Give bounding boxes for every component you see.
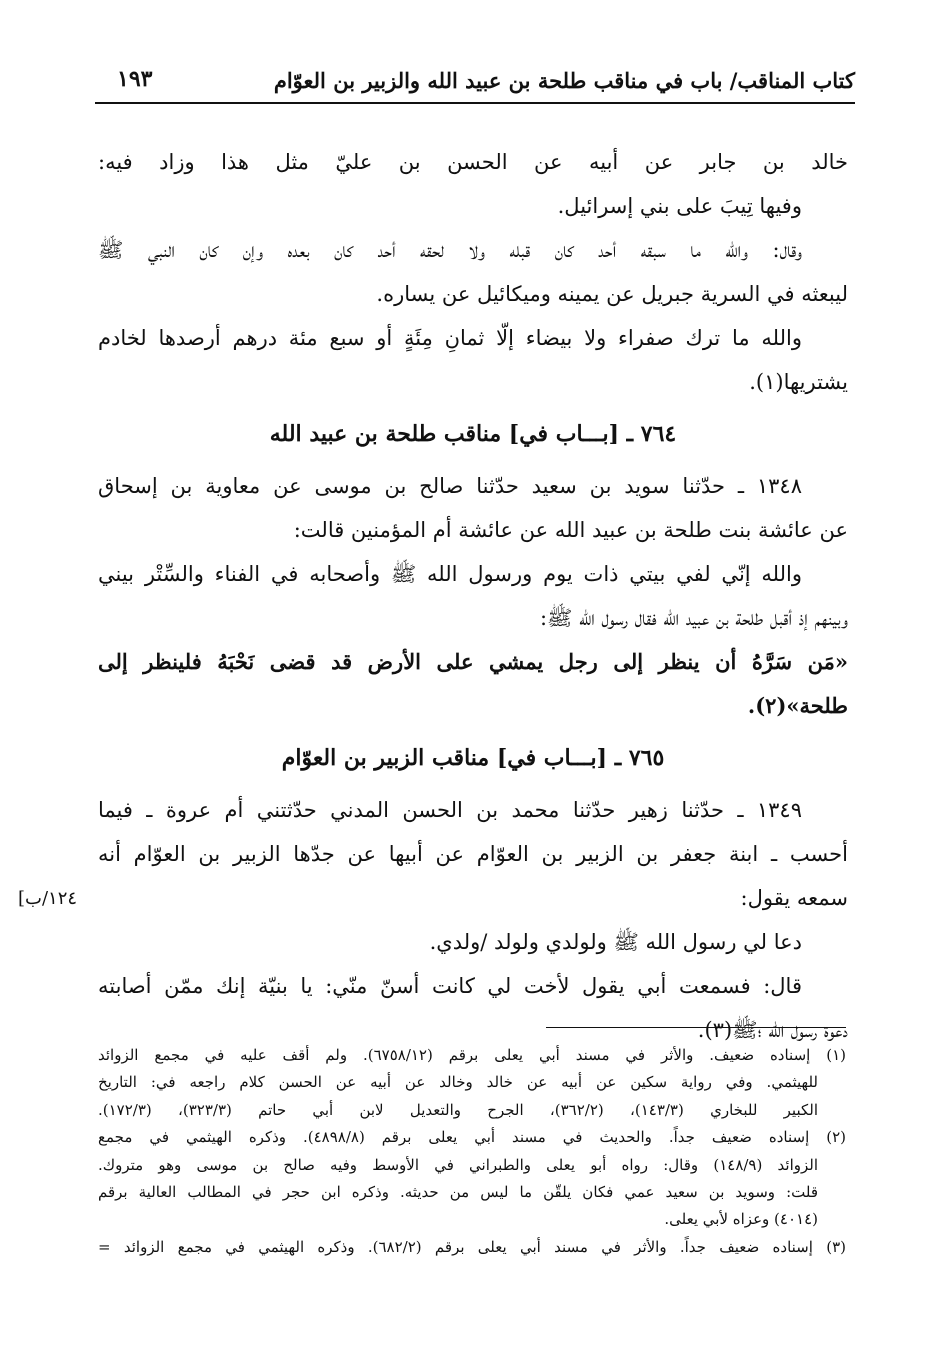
footnote-line: (٣) إسناده ضعيف جداً. والأثر في مسند أبي يعلى برقم (٦٨٢/٢). وذكره الهيثمي في مجمع الزوائد =	[98, 1237, 846, 1256]
footnotes	[98, 1042, 846, 1261]
text-line: سمعه يقول:	[740, 886, 848, 910]
footnote-line: (٤٠١٤) وعزاه لأبي يعلى.	[664, 1210, 818, 1229]
hadith-1348-line: ١٣٤٨ ـ حدّثنا سويد بن سعيد حدّثنا صالح بن موسى عن معاوية بن إسحاق	[98, 474, 802, 498]
text-line: دعوة رسول الله ؛ﷺ(٣).	[697, 1018, 848, 1042]
margin-folio-note: [١٢٤/ب	[18, 888, 78, 909]
footnote-line: للهيثمي. وفي رواية سكين عن أبيه عن خالد وخالد عن أبيه عن الحسن كلام راجعه في: التاريخ	[98, 1073, 818, 1092]
chapter-heading-764: ٧٦٤ ـ [بـــاب في] مناقب طلحة بن عبيد الله	[269, 421, 677, 447]
text-line: أحسب ـ ابنة جعفر بن الزبير بن العوّام عن أبيها عن جدّها الزبير بن العوّام أنه	[98, 842, 848, 866]
hadith-1349-line: ١٣٤٩ ـ حدّثنا زهير حدّثنا محمد بن الحسن المدني حدّثتني أم عروة ـ فيما	[98, 798, 802, 822]
text-line: يشتريها(١).	[749, 370, 848, 394]
text-line: دعا لي رسول الله ﷺ ولولدي ولولد /ولدي.	[429, 930, 802, 954]
chapter-heading-765: ٧٦٥ ـ [بـــاب في] مناقب الزبير بن العوّام	[281, 745, 665, 771]
hadith-matn-line: طلحة»(٢).	[747, 693, 848, 718]
footnote-line: الكبير للبخاري (١٤٣/٣)، (٣٦٢/٢)، الجرح والتعديل لابن أبي حاتم (٣٢٣/٣)، (١٧٢/٣).	[98, 1100, 818, 1119]
footnote-line: الزوائد (١٤٨/٩) وقال: رواه أبو يعلى والطبراني في الأوسط وفيه صالح بن موسى وهو متروك.	[98, 1155, 818, 1174]
text-line: قال: فسمعت أبي يقول لأخت لي كانت أسنّ منّي: يا بنيّة إنك ممّن أصابته	[98, 974, 802, 998]
footnote-separator	[546, 1027, 846, 1028]
page-header	[95, 62, 855, 104]
text-line: وبينهم إذ أقبل طلحة بن عبيد الله فقال رسول الله ﷺ:	[539, 606, 848, 630]
footnote-line: (٢) إسناده ضعيف جداً. والحديث في مسند أبي يعلى برقم (٤٨٩٨/٨). وذكره الهيثمي في مجمع	[98, 1128, 846, 1147]
text-line: وفيها تِيبَ على بني إسرائيل.	[557, 194, 802, 218]
text-line: ليبعثه في السرية جبريل عن يمينه وميكائيل عن يساره.	[376, 282, 848, 306]
text-line: والله إنّي لفي بيتي ذات يوم ورسول الله ﷺ وأصحابه في الفناء والسِّتْر بيني	[98, 562, 802, 586]
text-line: وقال: والله ما سبقه أحد كان قبله ولا لحقه أحد كان بعده وإن كان النبي ﷺ	[98, 238, 802, 262]
main-text	[98, 140, 848, 1052]
footnote-line: (١) إسناده ضعيف. والأثر في مسند أبي يعلى برقم (٦٧٥٨/١٢). ولم أقف عليه في مجمع الزوائد	[98, 1046, 846, 1064]
hadith-matn-line: «مَن سَرَّهُ أن ينظر إلى رجل يمشي على الأرض قد قضى نَحْبَهُ فلينظر إلى	[98, 649, 848, 674]
text-line: عن عائشة بنت طلحة بن عبيد الله عن عائشة أم المؤمنين قالت:	[293, 518, 848, 542]
text-line: خالد بن جابر عن أبيه عن الحسن بن عليّ مثل هذا وزاد فيه:	[98, 150, 848, 174]
running-title: كتاب المناقب/ باب في مناقب طلحة بن عبيد الله والزبير بن العوّام	[273, 68, 855, 93]
page-number: ١٩٣	[117, 66, 153, 92]
text-line: والله ما ترك صفراء ولا بيضاء إلّا ثمانِ مِئَةٍ أو سبع مئة درهم أرصدها لخادم	[98, 326, 802, 350]
footnote-line: قلت: وسويد بن سعيد عمي فكان يلقّن ما ليس من حديثه. وذكره ابن حجر في المطالب العالية برقم	[98, 1182, 818, 1201]
